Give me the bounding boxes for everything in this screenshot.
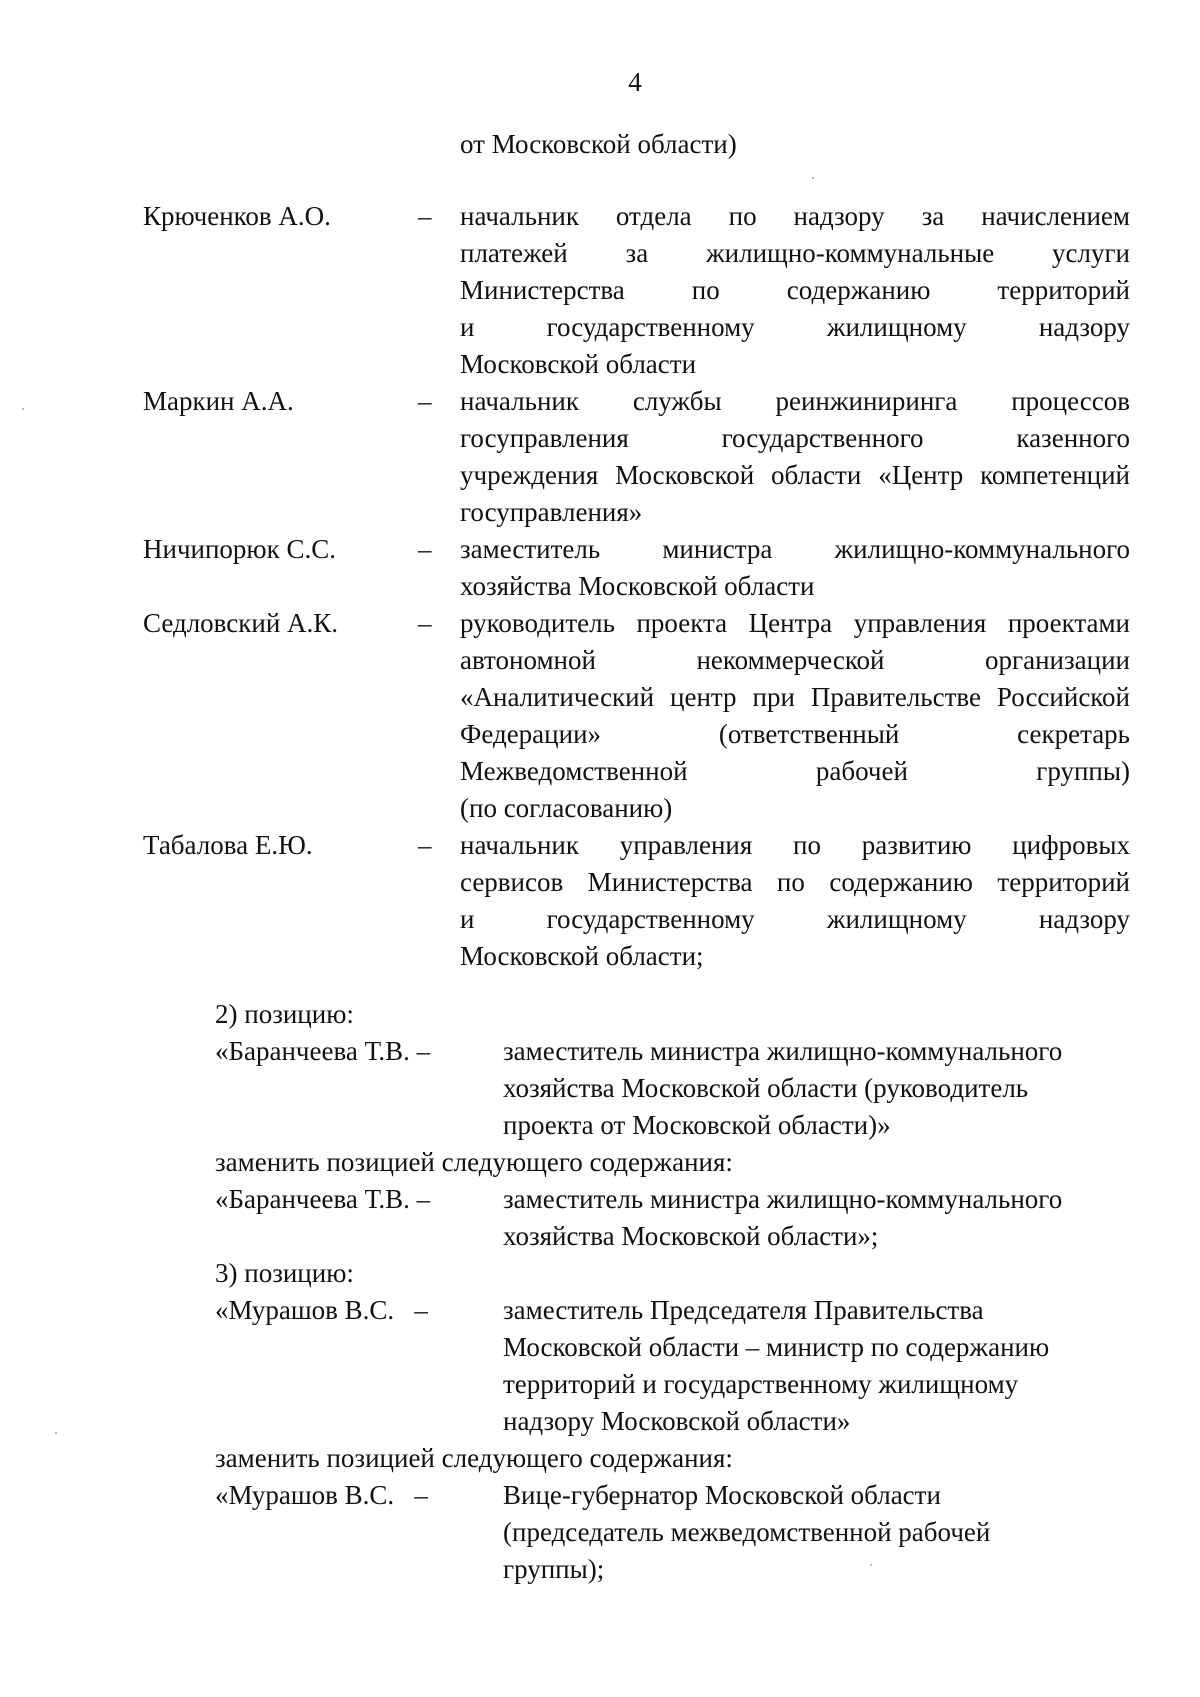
member-position <box>460 531 1130 605</box>
amend-name: «Мурашов В.С. – <box>215 1480 428 1510</box>
dash-separator: – <box>418 201 432 231</box>
item-3-old-position <box>215 1292 1115 1440</box>
member-list <box>143 198 1130 975</box>
position-line: Министерства по содержанию территорий <box>460 275 1130 305</box>
amend-name: «Баранчеева Т.В. – <box>215 1184 431 1214</box>
member-name: Седловский А.К. <box>143 608 339 638</box>
member-name: Маркин А.А. <box>143 386 294 416</box>
position-line: заместитель министра жилищно-коммунального <box>503 1036 1063 1066</box>
item-2-old-position <box>215 1033 1115 1144</box>
position-line: хозяйства Московской области»; <box>503 1221 879 1251</box>
dash-separator: – <box>418 534 432 564</box>
item-2-label: 2) позицию: <box>215 999 354 1029</box>
position-line: заместитель Председателя Правительства <box>503 1295 984 1325</box>
position-line: Московской области; <box>460 941 704 971</box>
member-entry <box>143 383 1130 531</box>
member-entry <box>143 531 1130 605</box>
position-line: проекта от Московской области)» <box>503 1110 891 1140</box>
position-line: госуправления государственного казенного <box>460 423 1130 453</box>
position-line: начальник службы реинжиниринга процессов <box>460 386 1130 416</box>
position-line: начальник управления по развитию цифровых <box>460 830 1130 860</box>
position-line: (председатель межведомственной рабочей <box>503 1517 991 1547</box>
amend-position <box>503 1181 1103 1255</box>
member-entry <box>143 605 1130 827</box>
item-3-label: 3) позицию: <box>215 1258 354 1288</box>
amend-name: «Баранчеева Т.В. – <box>215 1036 431 1066</box>
continuation-text: от Московской области) <box>460 129 737 159</box>
position-line: (по согласованию) <box>460 793 673 823</box>
member-position <box>460 198 1130 383</box>
position-line: Федерации» (ответственный секретарь <box>460 719 1130 749</box>
position-line: Межведомственной рабочей группы) <box>460 756 1130 786</box>
scan-speck <box>22 408 24 410</box>
item-3-new-position <box>215 1477 1115 1588</box>
position-line: и государственному жилищному надзору <box>460 904 1130 934</box>
position-line: заместитель министра жилищно-коммунального <box>460 534 1130 564</box>
member-position <box>460 605 1130 827</box>
scan-speck <box>870 1564 872 1566</box>
member-name: Табалова Е.Ю. <box>143 830 313 860</box>
member-position <box>460 383 1130 531</box>
page-number: 4 <box>628 67 642 97</box>
amend-position <box>503 1292 1103 1440</box>
position-line: Вице-губернатор Московской области <box>503 1480 941 1510</box>
replace-label: заменить позицией следующего содержания: <box>215 1443 733 1473</box>
member-entry <box>143 198 1130 383</box>
replace-label: заменить позицией следующего содержания: <box>215 1147 733 1177</box>
position-line: автономной некоммерческой организации <box>460 645 1130 675</box>
scan-speck <box>812 177 814 179</box>
member-name: Крюченков А.О. <box>143 201 331 231</box>
position-line: платежей за жилищно-коммунальные услуги <box>460 238 1130 268</box>
position-line: надзору Московской области» <box>503 1406 851 1436</box>
scan-speck <box>55 1432 57 1434</box>
amend-name: «Мурашов В.С. – <box>215 1295 428 1325</box>
position-line: территорий и государственному жилищному <box>503 1369 1019 1399</box>
position-line: «Аналитический центр при Правительстве Российской <box>460 682 1130 712</box>
position-line: начальник отдела по надзору за начислением <box>460 201 1130 231</box>
member-name: Ничипорюк С.С. <box>143 534 336 564</box>
amendments-section <box>215 996 1115 1588</box>
amend-position <box>503 1477 1103 1588</box>
position-line: Московской области <box>460 349 697 379</box>
amend-position <box>503 1033 1103 1144</box>
position-line: сервисов Министерства по содержанию территорий <box>460 867 1130 897</box>
position-line: Московской области – министр по содержанию <box>503 1332 1050 1362</box>
position-line: заместитель министра жилищно-коммунального <box>503 1184 1063 1214</box>
position-line: учреждения Московской области «Центр компетенций <box>460 460 1130 490</box>
member-entry <box>143 827 1130 975</box>
position-line: госуправления» <box>460 497 643 527</box>
dash-separator: – <box>418 386 432 416</box>
dash-separator: – <box>418 608 432 638</box>
position-line: руководитель проекта Центра управления проектами <box>460 608 1130 638</box>
position-line: хозяйства Московской области (руководитель <box>503 1073 1029 1103</box>
position-line: хозяйства Московской области <box>460 571 815 601</box>
position-line: группы); <box>503 1554 605 1584</box>
item-2-new-position <box>215 1181 1115 1255</box>
position-line: и государственному жилищному надзору <box>460 312 1130 342</box>
dash-separator: – <box>418 830 432 860</box>
member-position <box>460 827 1130 975</box>
